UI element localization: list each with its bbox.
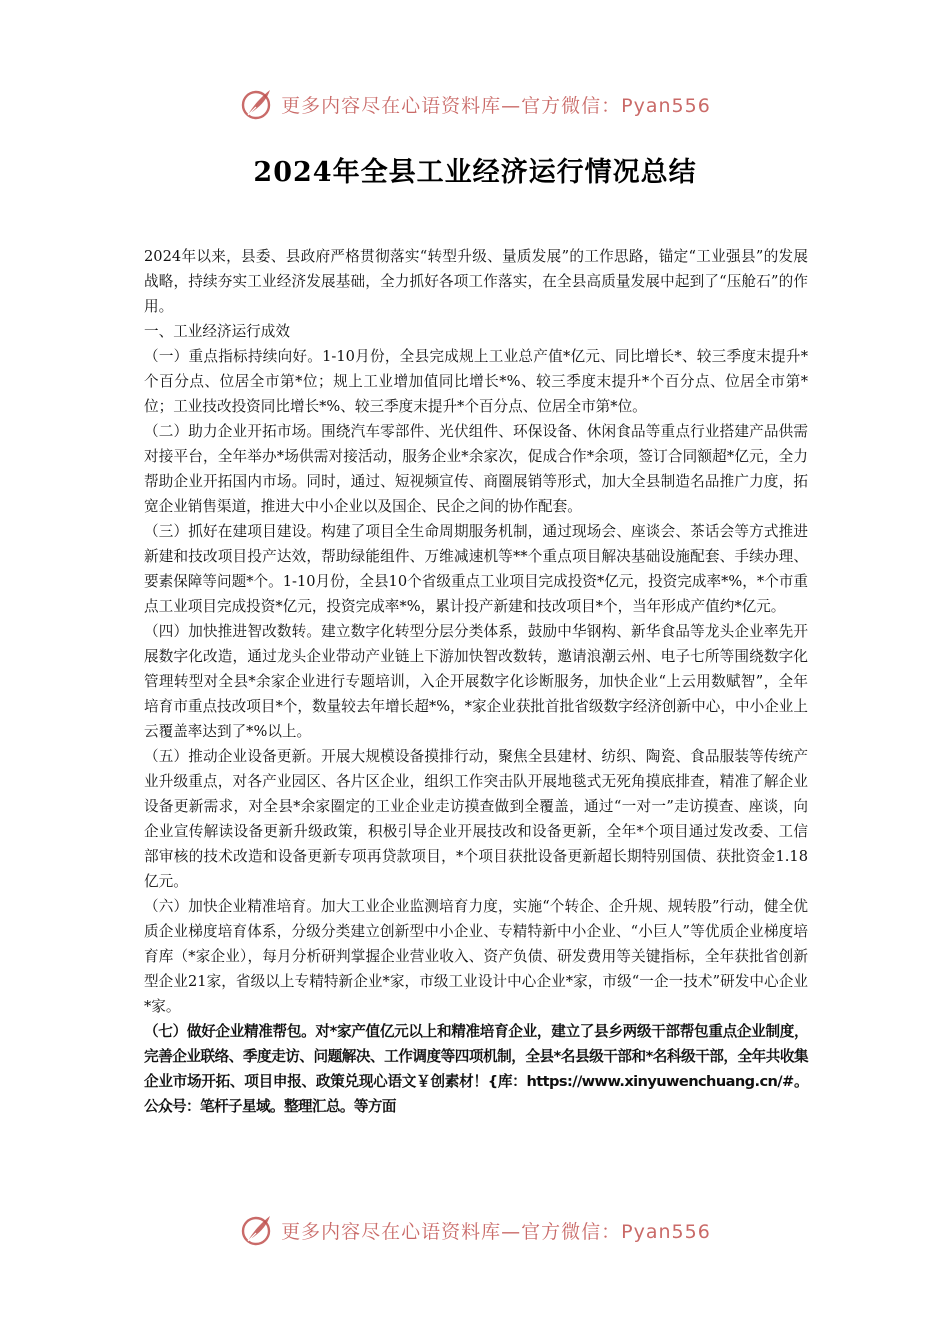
document-body — [144, 244, 808, 1119]
watermark-text: 更多内容尽在心语资料库—官方微信：Pyan556 — [281, 1220, 711, 1243]
body-paragraph-1: （一）重点指标持续向好。1-10月份，全县完成规上工业总产值*亿元、同比增长*、较三季度末提升*个百分点、位居全市第*位；规上工业增加值同比增长*%、较三季度末提升*个百分点、位居全市第*位；工业技改投资同比增长*%、较三季度末提升*个百分点、位居全市第*位。 — [144, 348, 808, 415]
document-title: 2024年全县工业经济运行情况总结 — [253, 157, 697, 188]
body-paragraph-4: （四）加快推进智改数转。建立数字化转型分层分类体系，鼓励中华钢构、新华食品等龙头企业率先开展数字化改造，通过龙头企业带动产业链上下游加快智改数转，邀请浪潮云州、电子七所等围绕数字化管理转型对全县*余家企业进行专题培训，入企开展数字化诊断服务，加快企业“上云用数赋智”，全年培育市重点技改项目*个，数量较去年增长超*%，*家企业获批首批省级数字经济创新中心，中小企业上云覆盖率达到了*%以上。 — [144, 623, 808, 740]
body-paragraph-3: （三）抓好在建项目建设。构建了项目全生命周期服务机制，通过现场会、座谈会、茶话会等方式推进新建和技改项目投产达效，帮助绿能组件、万维减速机等**个重点项目解决基础设施配套、手续办理、要素保障等问题*个。1-10月份，全县10个省级重点工业项目完成投资*亿元，投资完成率*%，*个市重点工业项目完成投资*亿元，投资完成率*%，累计投产新建和技改项目*个，当年形成产值约*亿元。 — [144, 523, 808, 615]
body-paragraph-5: （五）推动企业设备更新。开展大规模设备摸排行动，聚焦全县建材、纺织、陶瓷、食品服装等传统产业升级重点，对各产业园区、各片区企业，组织工作突击队开展地毯式无死角摸底排查，精准了解企业设备更新需求，对全县*余家圈定的工业企业走访摸查做到全覆盖，通过“一对一”走访摸查、座谈，向企业宣传解读设备更新升级政策，积极引导企业开展技改和设备更新，全年*个项目通过发改委、工信部审核的技术改造和设备更新专项再贷款项目，*个项目获批设备更新超长期特别国债、获批资金1.18亿元。 — [144, 748, 808, 890]
intro-paragraph: 2024年以来，县委、县政府严格贯彻落实“转型升级、量质发展”的工作思路，锚定“工业强县”的发展战略，持续夯实工业经济发展基础，全力抓好各项工作落实，在全县高质量发展中起到了“压舱石”的作用。 — [144, 248, 808, 315]
section-heading: 一、工业经济运行成效 — [144, 323, 290, 340]
footer-watermark-banner — [0, 1210, 950, 1250]
header-watermark-banner — [0, 84, 950, 124]
body-paragraph-7: （七）做好企业精准帮包。对*家产值亿元以上和精准培育企业，建立了县乡两级干部帮包重点企业制度，完善企业联络、季度走访、问题解决、工作调度等四项机制，全县*名县级干部和*名科级干部，全年共收集企业市场开拓、项目申报、政策兑现心语文￥创素材！{库：https://www.xinyuwenchuang.cn/#。公众号：笔杆子星域。整理汇总。等方面 — [144, 1023, 808, 1115]
watermark-text: 更多内容尽在心语资料库—官方微信：Pyan556 — [281, 94, 711, 117]
quill-logo-icon — [239, 1212, 275, 1248]
body-paragraph-6: （六）加快企业精准培育。加大工业企业监测培育力度，实施“个转企、企升规、规转股”行动，健全优质企业梯度培育体系，分级分类建立创新型中小企业、专精特新中小企业、“小巨人”等优质企业梯度培育库（*家企业），每月分析研判掌握企业营业收入、资产负债、研发费用等关键指标，全年获批省创新型企业21家，省级以上专精特新企业*家，市级工业设计中心企业*家，市级“一企一技术”研发中心企业*家。 — [144, 898, 808, 1015]
body-paragraph-2: （二）助力企业开拓市场。围绕汽车零部件、光伏组件、环保设备、休闲食品等重点行业搭建产品供需对接平台，全年举办*场供需对接活动，服务企业*余家次，促成合作*余项，签订合同额超*亿元，全力帮助企业开拓国内市场。同时，通过、短视频宣传、商圈展销等形式，加大全县制造名品推广力度，拓宽企业销售渠道，推进大中小企业以及国企、民企之间的协作配套。 — [144, 423, 808, 515]
quill-logo-icon — [239, 86, 275, 122]
